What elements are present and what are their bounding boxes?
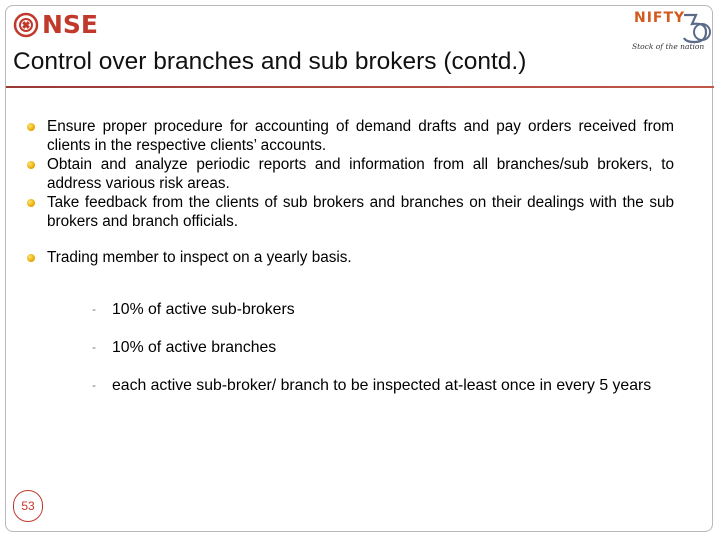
- bullet-text: Obtain and analyze periodic reports and information from all branches/sub brokers, to address various risk areas.: [47, 156, 674, 192]
- bullet-icon: [27, 254, 35, 262]
- nse-logo: [13, 10, 98, 40]
- sub-bullet-text: each active sub-broker/ branch to be inspected at-least once in every 5 years: [112, 377, 652, 394]
- dash-marker: -: [92, 378, 96, 392]
- sub-bullet-item: [92, 300, 674, 319]
- sub-bullet-item: [92, 376, 674, 395]
- nse-emblem-icon: [13, 12, 39, 38]
- sub-bullet-text: 10% of active sub-brokers: [112, 301, 295, 318]
- bullet-text: Trading member to inspect on a yearly basis.: [47, 249, 352, 266]
- nifty-tagline: Stock of the nation: [632, 42, 705, 51]
- bullet-item: [27, 155, 674, 193]
- bullet-icon: [27, 123, 35, 131]
- sub-bullet-list: [92, 300, 674, 414]
- title-divider: [6, 86, 714, 88]
- bullet-item: [27, 248, 674, 267]
- bullet-list: [27, 117, 674, 267]
- bullet-item: [27, 117, 674, 155]
- bullet-item: [27, 193, 674, 231]
- page-number: 53: [13, 490, 43, 522]
- bullet-text: Take feedback from the clients of sub brokers and branches on their dealings with the sub brokers and branch officials.: [47, 194, 674, 230]
- sub-bullet-item: [92, 338, 674, 357]
- bullet-icon: [27, 199, 35, 207]
- slide-title: Control over branches and sub brokers (contd.): [13, 48, 527, 75]
- nifty-50-emblem-icon: [678, 12, 712, 44]
- nifty-logo-text: NIFTY: [634, 10, 686, 26]
- bullet-text: Ensure proper procedure for accounting of demand drafts and pay orders received from clients in the respective clients’ accounts.: [47, 118, 674, 154]
- dash-marker: -: [92, 302, 96, 316]
- bullet-icon: [27, 161, 35, 169]
- nifty-logo: [630, 8, 714, 54]
- sub-bullet-text: 10% of active branches: [112, 339, 277, 356]
- slide-frame: [5, 5, 713, 532]
- nse-logo-text: NSE: [42, 10, 99, 39]
- dash-marker: -: [92, 340, 96, 354]
